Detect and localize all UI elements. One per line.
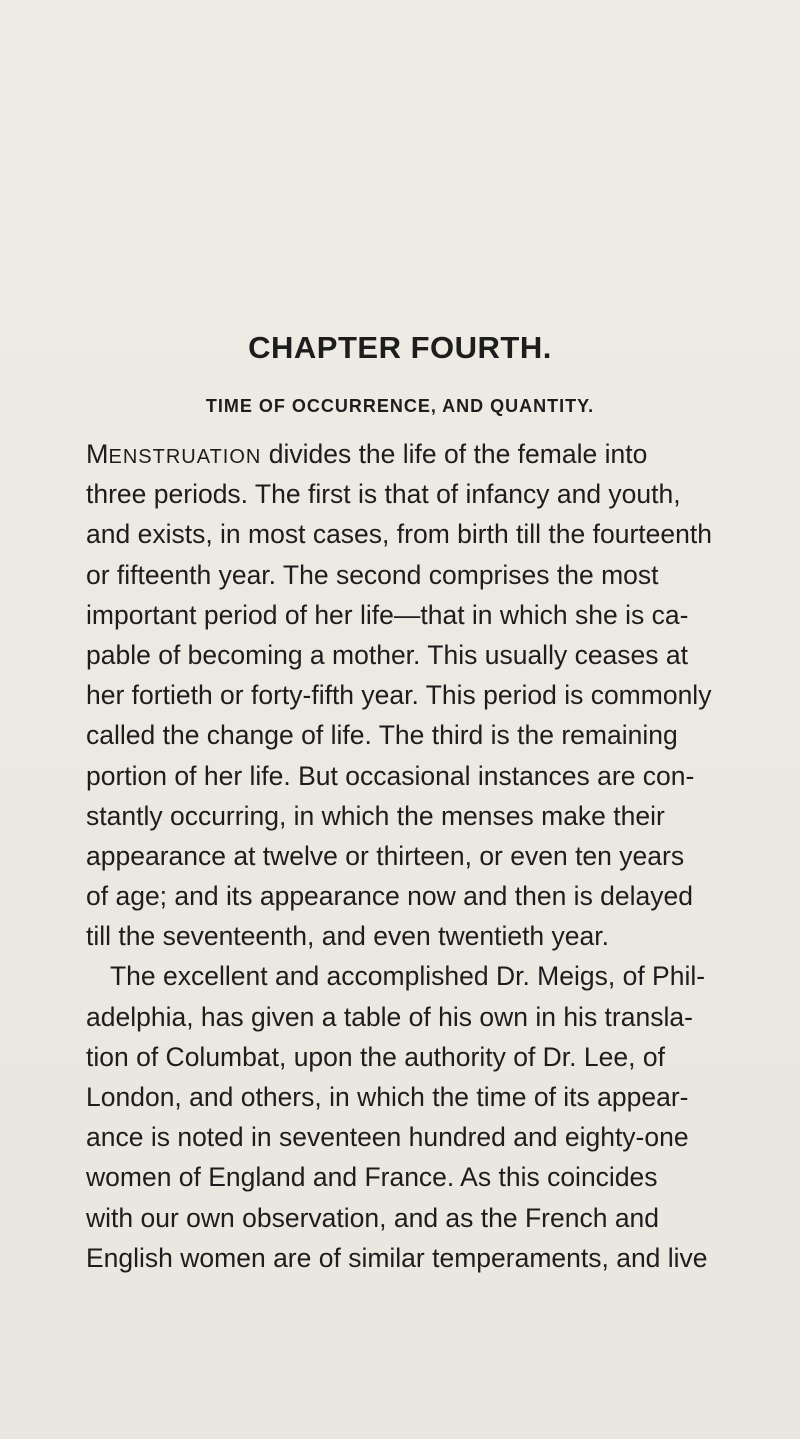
- text-line: important period of her life—that in which she is ca-: [86, 599, 689, 630]
- line-text: divides the life of the female into: [261, 439, 648, 469]
- body-text: [86, 434, 786, 1278]
- text-line: pable of becoming a mother. This usually ceases at: [86, 639, 688, 670]
- first-word-initial: M: [86, 439, 109, 469]
- text-line: women of England and France. As this coincides: [86, 1162, 658, 1193]
- text-line: till the seventeenth, and even twentieth year.: [86, 921, 609, 952]
- text-line: with our own observation, and as the French and: [86, 1202, 660, 1233]
- chapter-subtitle: TIME OF OCCURRENCE, AND QUANTITY.: [205, 396, 595, 416]
- text-line: appearance at twelve or thirteen, or even ten years: [86, 840, 685, 871]
- text-line: [86, 434, 786, 474]
- text-line: tion of Columbat, upon the authority of Dr. Lee, of: [86, 1041, 665, 1072]
- text-line: called the change of life. The third is the remaining: [86, 720, 678, 751]
- text-line: adelphia, has given a table of his own in his transla-: [86, 1001, 693, 1032]
- text-line: ance is noted in seventeen hundred and eighty-one: [86, 1122, 689, 1153]
- paragraph-start-line: The excellent and accomplished Dr. Meigs, of Phil-: [110, 961, 706, 992]
- text-line: her fortieth or forty-fifth year. This period is commonly: [86, 680, 712, 711]
- text-line: or fifteenth year. The second comprises the most: [86, 559, 659, 590]
- text-line: London, and others, in which the time of its appear-: [86, 1082, 689, 1112]
- text-line: of age; and its appearance now and then is delayed: [86, 881, 694, 912]
- text-line: and exists, in most cases, from birth till the fourteenth: [86, 519, 712, 550]
- chapter-title: CHAPTER FOURTH.: [248, 330, 552, 365]
- text-line: English women are of similar temperaments, and live: [86, 1242, 708, 1273]
- text-line: portion of her life. But occasional instances are con-: [86, 760, 695, 791]
- text-line: stantly occurring, in which the menses make their: [86, 800, 665, 831]
- text-line: three periods. The first is that of infancy and youth,: [86, 479, 681, 510]
- first-word-small-caps: ENSTRUATION: [108, 446, 262, 468]
